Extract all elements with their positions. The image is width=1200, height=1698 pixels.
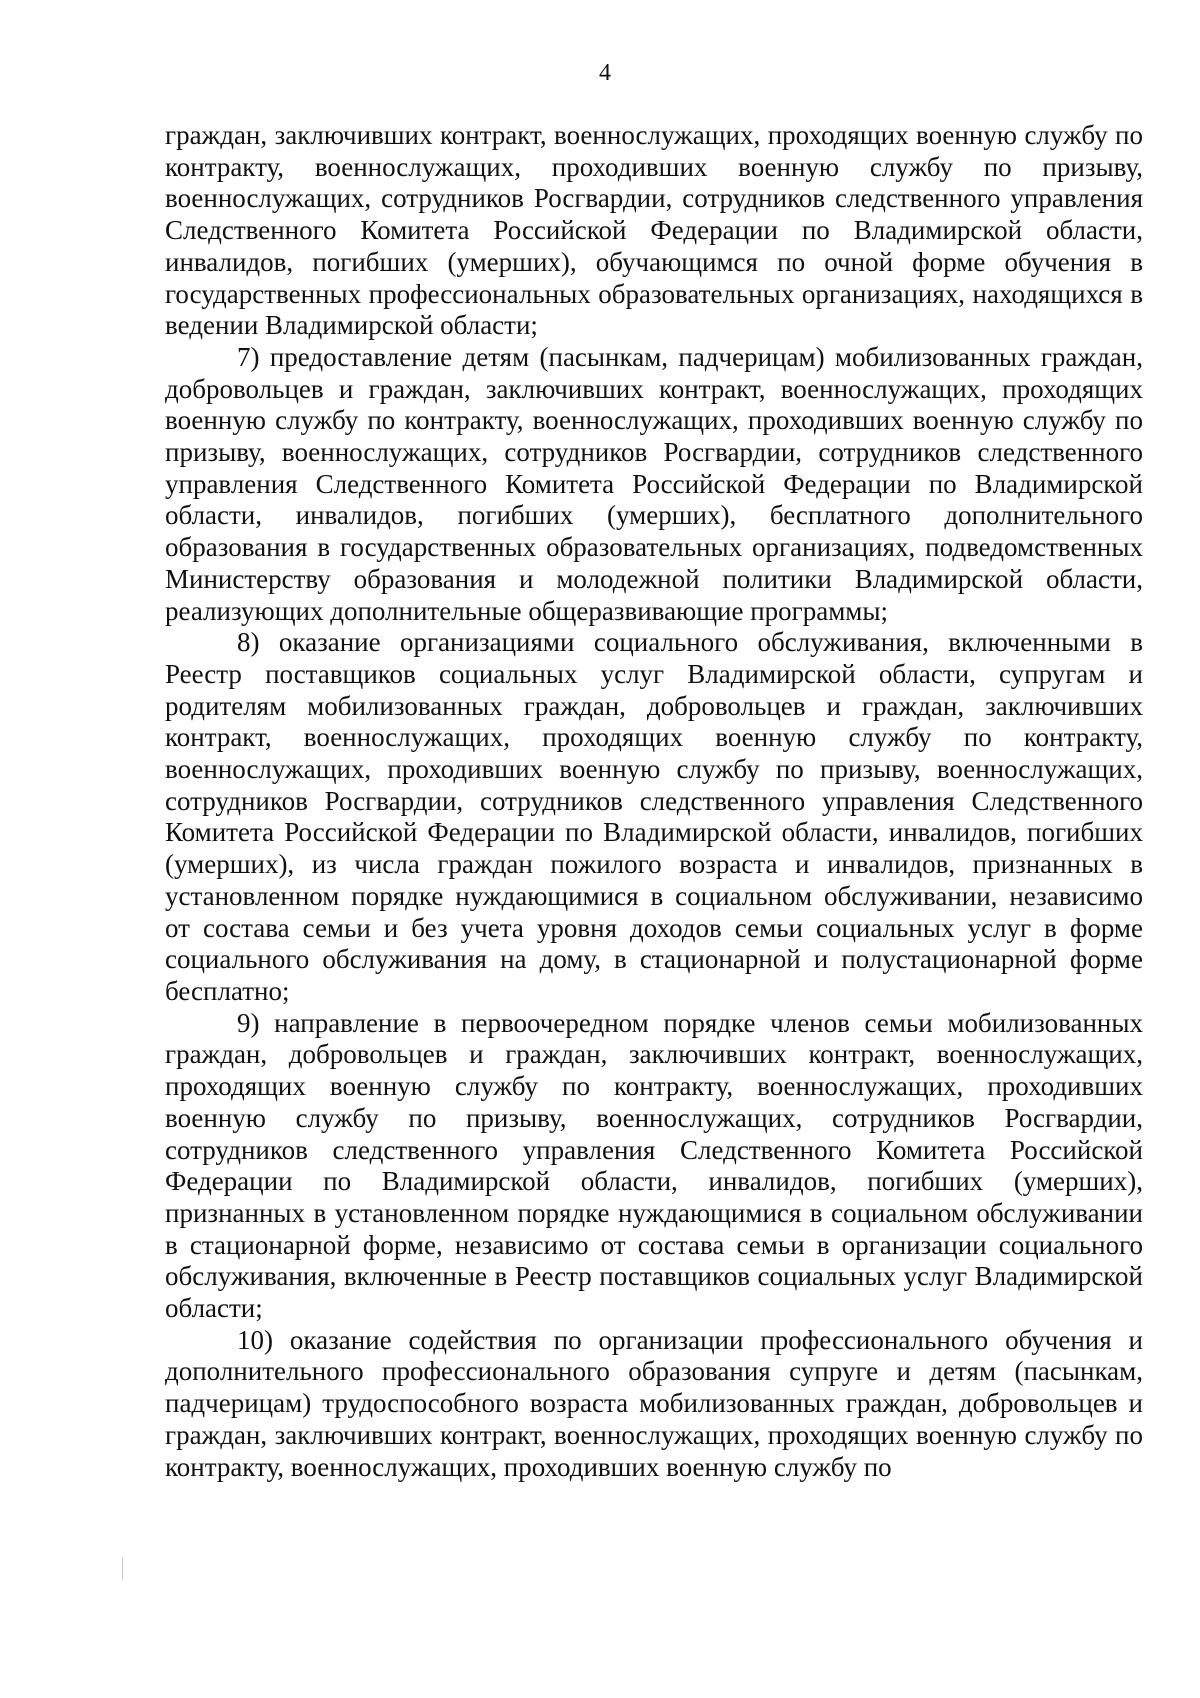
scan-margin-mark: [122, 1558, 123, 1580]
paragraph-item-9: 9) направление в первоочередном порядке членов семьи мобилизованных граждан, добровольцев и граждан, заключивших контракт, военнослужащих, проходящих военную службу по контракту, военнослужащих, проходивших военную службу по призыву, военнослужащих, сотрудников Росгвардии, сотрудников следственного управления Следственного Комитета Российской Федерации по Владимирской области, инвалидов, погибших (умерших), признанных в установленном порядке нуждающимися в социальном обслуживании в стационарной форме, независимо от состава семьи в организации социального обслуживания, включенные в Реестр поставщиков социальных услуг Владимирской области;: [165, 1007, 1143, 1324]
page-number: 4: [599, 60, 611, 86]
paragraph-continued: граждан, заключивших контракт, военнослужащих, проходящих военную службу по контракту, военнослужащих, проходивших военную службу по призыву, военнослужащих, сотрудников Росгвардии, сотрудников следственного управления Следственного Комитета Российской Федерации по Владимирской области, инвалидов, погибших (умерших), обучающимся по очной форме обучения в государственных профессиональных образовательных организациях, находящихся в ведении Владимирской области;: [165, 120, 1143, 341]
paragraph-item-7: 7) предоставление детям (пасынкам, падчерицам) мобилизованных граждан, добровольцев и граждан, заключивших контракт, военнослужащих, проходящих военную службу по контракту, военнослужащих, проходивших военную службу по призыву, военнослужащих, сотрудников Росгвардии, сотрудников следственного управления Следственного Комитета Российской Федерации по Владимирской области, инвалидов, погибших (умерших), бесплатного дополнительного образования в государственных образовательных организациях, подведомственных Министерству образования и молодежной политики Владимирской области, реализующих дополнительные общеразвивающие программы;: [165, 341, 1143, 626]
paragraph-item-8: 8) оказание организациями социального обслуживания, включенными в Реестр поставщиков социальных услуг Владимирской области, супругам и родителям мобилизованных граждан, добровольцев и граждан, заключивших контракт, военнослужащих, проходящих военную службу по контракту, военнослужащих, проходивших военную службу по призыву, военнослужащих, сотрудников Росгвардии, сотрудников следственного управления Следственного Комитета Российской Федерации по Владимирской области, инвалидов, погибших (умерших), из числа граждан пожилого возраста и инвалидов, признанных в установленном порядке нуждающимися в социальном обслуживании, независимо от состава семьи и без учета уровня доходов семьи социальных услуг в форме социального обслуживания на дому, в стационарной и полустационарной форме бесплатно;: [165, 627, 1143, 1006]
paragraph-item-10: 10) оказание содействия по организации профессионального обучения и дополнительного профессионального образования супруге и детям (пасынкам, падчерицам) трудоспособного возраста мобилизованных граждан, добровольцев и граждан, заключивших контракт, военнослужащих, проходящих военную службу по контракту, военнослужащих, проходивших военную службу по: [165, 1324, 1143, 1482]
document-body: [165, 120, 1143, 1483]
